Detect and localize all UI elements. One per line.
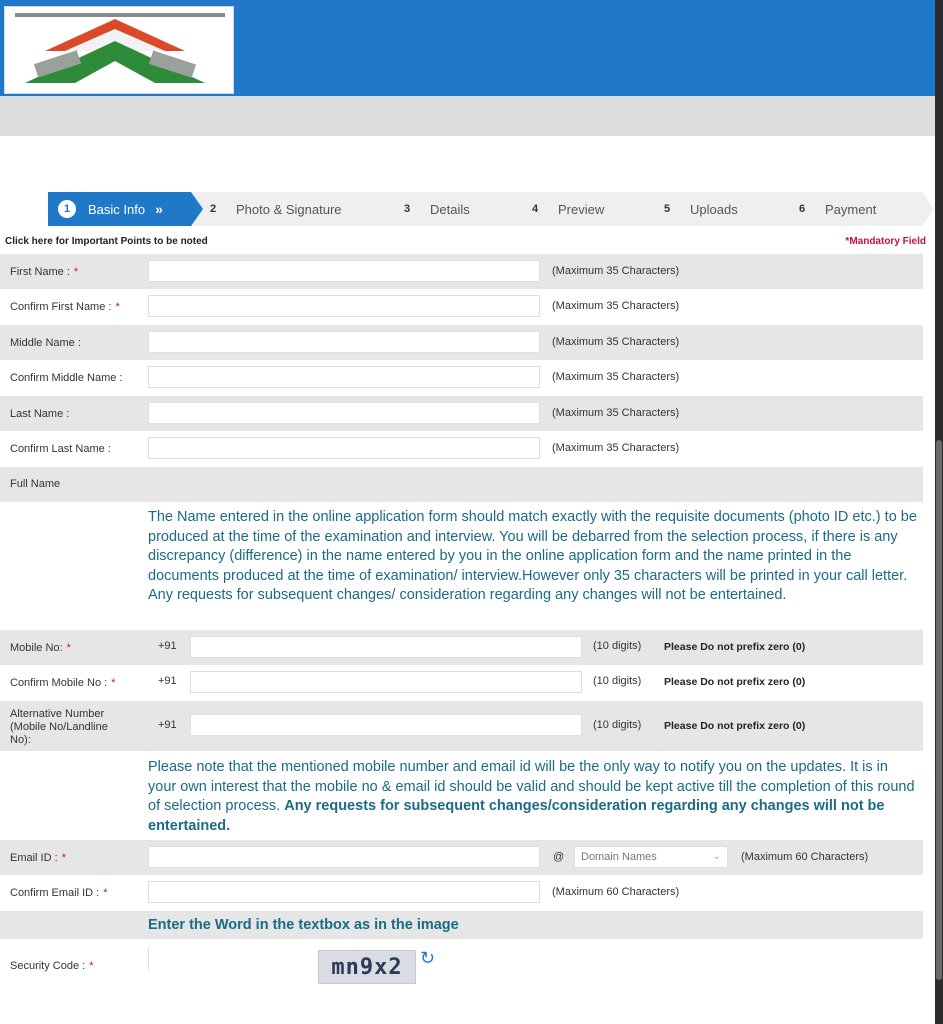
email-hint: (Maximum 60 Characters): [741, 851, 869, 863]
domain-select[interactable]: [574, 846, 728, 868]
last-name-label: Last Name :: [10, 408, 70, 420]
step-preview[interactable]: [526, 192, 604, 226]
confirm-middle-name-input[interactable]: [148, 366, 540, 388]
scrollbar-thumb[interactable]: [936, 440, 942, 980]
at-sign: @: [553, 851, 565, 863]
mobile-hint: (10 digits): [593, 640, 642, 652]
middle-name-input[interactable]: [148, 331, 540, 353]
first-name-input[interactable]: [148, 260, 540, 282]
full-name-label: Full Name: [10, 478, 61, 490]
row-confirm-middle-name: [0, 360, 923, 396]
step-details[interactable]: [398, 192, 470, 226]
row-confirm-last-name: [0, 431, 923, 467]
confirm-middle-name-label: Confirm Middle Name :: [10, 372, 123, 384]
step-basic-info[interactable]: [48, 192, 191, 226]
captcha-image: mn9x2: [318, 950, 416, 984]
row-last-name: [0, 396, 923, 431]
logo: [4, 6, 234, 94]
name-notice: The Name entered in the online application form should match exactly with the requisite documents (photo ID etc.) to be produced at the time of the examination and interview. You will be debarred from the selection process, if there is any discrepancy (difference) in the name entered by you in the online application form and the name printed in the documents produced at the time of examination/ interview.However only 35 characters will be printed in your call letter. Any requests for subsequent changes/ consideration regarding any changes will not be entertained.: [148, 509, 917, 603]
alt-number-note: Please Do not prefix zero (0): [664, 720, 806, 732]
mobile-prefix: +91: [158, 640, 177, 652]
security-code-input[interactable]: [148, 947, 149, 971]
header-bar: [0, 0, 943, 96]
scrollbar-track[interactable]: [935, 0, 943, 1024]
step-label: Uploads: [690, 201, 738, 217]
step-number: 6: [798, 203, 806, 215]
confirm-last-name-hint: (Maximum 35 Characters): [552, 442, 680, 454]
confirm-email-input[interactable]: [148, 881, 540, 903]
emblem-icon: [5, 7, 235, 95]
refresh-captcha-icon[interactable]: ↻: [420, 948, 436, 968]
confirm-mobile-input[interactable]: [190, 671, 582, 693]
important-points-link[interactable]: Click here for Important Points to be noted: [5, 236, 208, 247]
step-number: 4: [531, 203, 539, 215]
security-code-label: Security Code : *: [10, 960, 94, 972]
confirm-first-name-hint: (Maximum 35 Characters): [552, 300, 680, 312]
step-label: Photo & Signature: [236, 201, 342, 217]
last-name-input[interactable]: [148, 402, 540, 424]
step-number: 3: [403, 203, 411, 215]
row-confirm-mobile: [0, 665, 923, 701]
first-name-label: First Name : *: [10, 266, 79, 278]
confirm-mobile-hint: (10 digits): [593, 675, 642, 687]
alt-number-input[interactable]: [190, 714, 582, 736]
row-alt-number: [0, 701, 923, 751]
step-uploads[interactable]: [658, 192, 738, 226]
confirm-mobile-label: Confirm Mobile No : *: [10, 677, 116, 689]
domain-select-placeholder: Domain Names: [581, 851, 657, 863]
step-label: Payment: [825, 201, 877, 217]
row-captcha-title: [0, 911, 923, 939]
mobile-input[interactable]: [190, 636, 582, 658]
step-label: Basic Info: [88, 201, 146, 217]
row-mobile: [0, 630, 923, 665]
confirm-mobile-note: Please Do not prefix zero (0): [664, 676, 806, 688]
confirm-last-name-input[interactable]: [148, 437, 540, 459]
alt-number-label: Alternative Number (Mobile No/Landline No):: [10, 708, 108, 746]
contact-notice: Please note that the mentioned mobile number and email id will be the only way to notify you on the updates. It is in your own interest that the mobile no & email id should be valid and should be kept active till the completion of this round of selection process. Any requests for subsequent changes/consideration regarding any changes will not be entertained.: [148, 759, 915, 834]
double-chevron-icon: »: [155, 201, 163, 217]
confirm-email-hint: (Maximum 60 Characters): [552, 886, 680, 898]
confirm-last-name-label: Confirm Last Name :: [10, 443, 111, 455]
confirm-first-name-input[interactable]: [148, 295, 540, 317]
confirm-first-name-label: Confirm First Name : *: [10, 301, 120, 313]
email-input[interactable]: [148, 846, 540, 868]
row-email: [0, 840, 923, 875]
steps-end-arrow: [922, 192, 934, 226]
confirm-middle-name-hint: (Maximum 35 Characters): [552, 371, 680, 383]
alt-number-hint: (10 digits): [593, 719, 642, 731]
mobile-note: Please Do not prefix zero (0): [664, 641, 806, 653]
last-name-hint: (Maximum 35 Characters): [552, 407, 680, 419]
step-label: Details: [430, 201, 470, 217]
captcha-title: Enter the Word in the textbox as in the image: [148, 917, 459, 933]
row-security-code: [0, 939, 923, 999]
alt-number-prefix: +91: [158, 719, 177, 731]
confirm-email-label: Confirm Email ID : *: [10, 887, 108, 899]
chevron-down-icon: ⌄: [712, 851, 721, 862]
step-payment[interactable]: [793, 192, 876, 226]
step-progress: [48, 192, 922, 226]
row-confirm-first-name: [0, 289, 923, 325]
step-photo-signature[interactable]: [204, 192, 342, 226]
first-name-hint: (Maximum 35 Characters): [552, 265, 680, 277]
middle-name-label: Middle Name :: [10, 337, 81, 349]
step-label: Preview: [558, 201, 605, 217]
middle-name-hint: (Maximum 35 Characters): [552, 336, 680, 348]
row-first-name: [0, 254, 923, 289]
confirm-mobile-prefix: +91: [158, 675, 177, 687]
email-label: Email ID : *: [10, 852, 66, 864]
subheader-bar: [0, 96, 943, 136]
step-number: 5: [663, 203, 671, 215]
row-middle-name: [0, 325, 923, 360]
row-confirm-email: [0, 875, 923, 911]
mandatory-note: *Mandatory Field: [845, 236, 926, 247]
step-number: 2: [209, 203, 217, 215]
row-full-name: [0, 467, 923, 502]
mobile-label: Mobile No: *: [10, 642, 71, 654]
step-number: 1: [58, 200, 76, 218]
